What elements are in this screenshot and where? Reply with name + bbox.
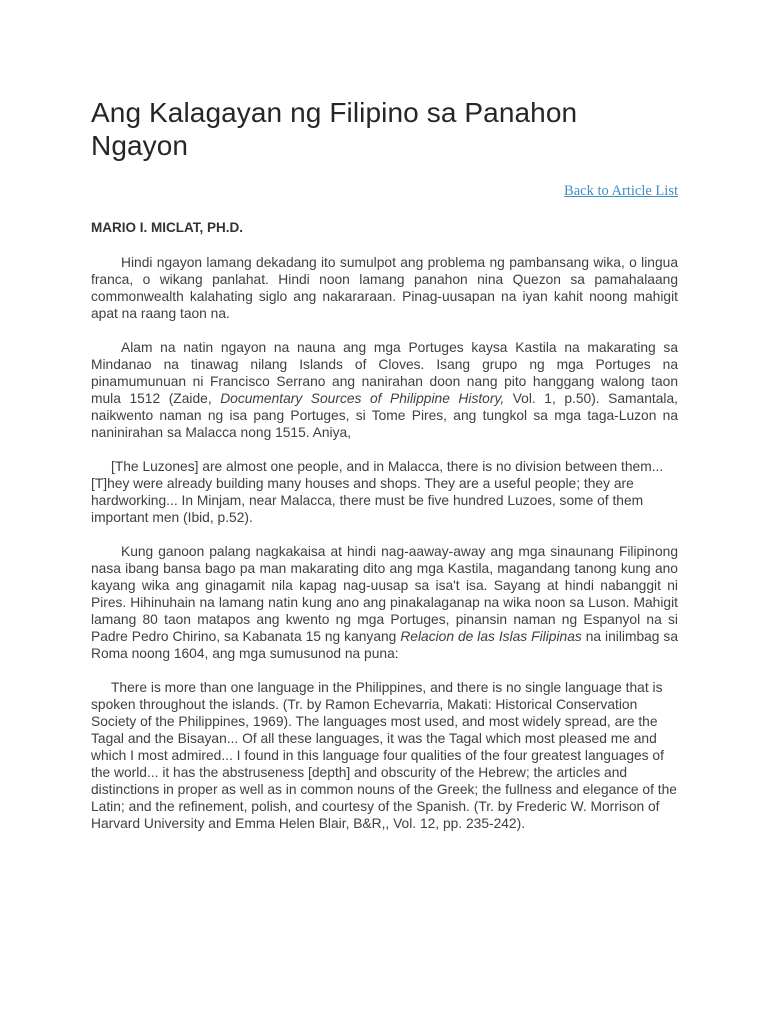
paragraph-2-citation: Documentary Sources of Philippine History, [220,391,505,406]
back-to-article-list-link[interactable]: Back to Article List [564,183,678,199]
paragraph-3-text-a: Kung ganoon palang nagkakaisa at hindi nag-aaway-away ang mga sinaunang Filipinong nasa ibang bansa bago pa man makarating dito ang mga Kastila, magandang tanong kung ano kayang wika ang ginagamit nila kapag nag-uusap sa isa't isa. Sayang at hindi nabanggit ni Pires. Hihinuhain na lamang natin kung ano ang pinakalaganap na wika noon sa Luson. Mahigit lamang 80 taon matapos ang kwento ng mga Portuges, pinansin naman ng Espanyol na si Padre Pedro Chirino, sa Kabanata 15 ng kanyang [91,544,678,644]
paragraph-2 [91,339,678,441]
paragraph-3-text-b: na inilimbag sa Roma noong 1604, ang mga sumusunod na puna: [91,629,679,661]
paragraph-3-book-title: Relacion de las Islas Filipinas [400,629,582,644]
paragraph-1: Hindi ngayon lamang dekadang ito sumulpot ang problema ng pambansang wika, o lingua franca, o wikang panlahat. Hindi noon lamang panahon nina Quezon sa pamahalaang commonwealth kalahating siglo ang nakararaan. Pinag-uusapan na iyan kahit noong mahigit apat na raang taon na. [91,255,678,321]
quote-1: [The Luzones] are almost one people, and in Malacca, there is no division between them... [T]hey were already building many houses and shops. They are a useful people; they are hardworking... In Minjam, near Malacca, there must be five hundred Luzoes, some of them important men (Ibid, p.52). [91,459,664,525]
paragraph-2-text-b: Vol. 1, p.50). Samantala, naikwento naman ng isa pang Portuges, si Tome Pires, ang tungkol sa mga taga-Luzon na naninirahan sa Malacca nong 1515. Aniya, [91,391,678,440]
article-title: Ang Kalagayan ng Filipino sa Panahon Ngayon [91,97,578,161]
author-name: MARIO I. MICLAT, PH.D. [91,220,243,235]
paragraph-3 [91,543,678,662]
article-page [91,0,678,832]
back-link-row [91,182,678,202]
quote-2: There is more than one language in the Philippines, and there is no single language that is spoken throughout the islands. (Tr. by Ramon Echevarria, Makati: Historical Conservation Society of the Philippines, 1969). The languages most used, and most widely spread, are the Tagal and the Bisayan... Of all these languages, it was the Tagal which most pleased me and which I most admired... I found in this language four qualities of the four greatest languages of the world... it has the abstruseness [depth] and obscurity of the Hebrew; the articles and distinctions in proper as well as in common nouns of the Greek; the fullness and elegance of the Latin; and the refinement, polish, and courtesy of the Spanish. (Tr. by Frederic W. Morrison of Harvard University and Emma Helen Blair, B&R,, Vol. 12, pp. 235-242). [91,680,677,831]
paragraph-2-text-a: Alam na natin ngayon na nauna ang mga Portuges kaysa Kastila na makarating sa Mindanao na tinawag nilang Islands of Cloves. Isang grupo ng mga Portuges na pinamumunuan ni Francisco Serrano ang nanirahan doon nang pito hanggang walong taon mula 1512 (Zaide, [91,340,678,406]
